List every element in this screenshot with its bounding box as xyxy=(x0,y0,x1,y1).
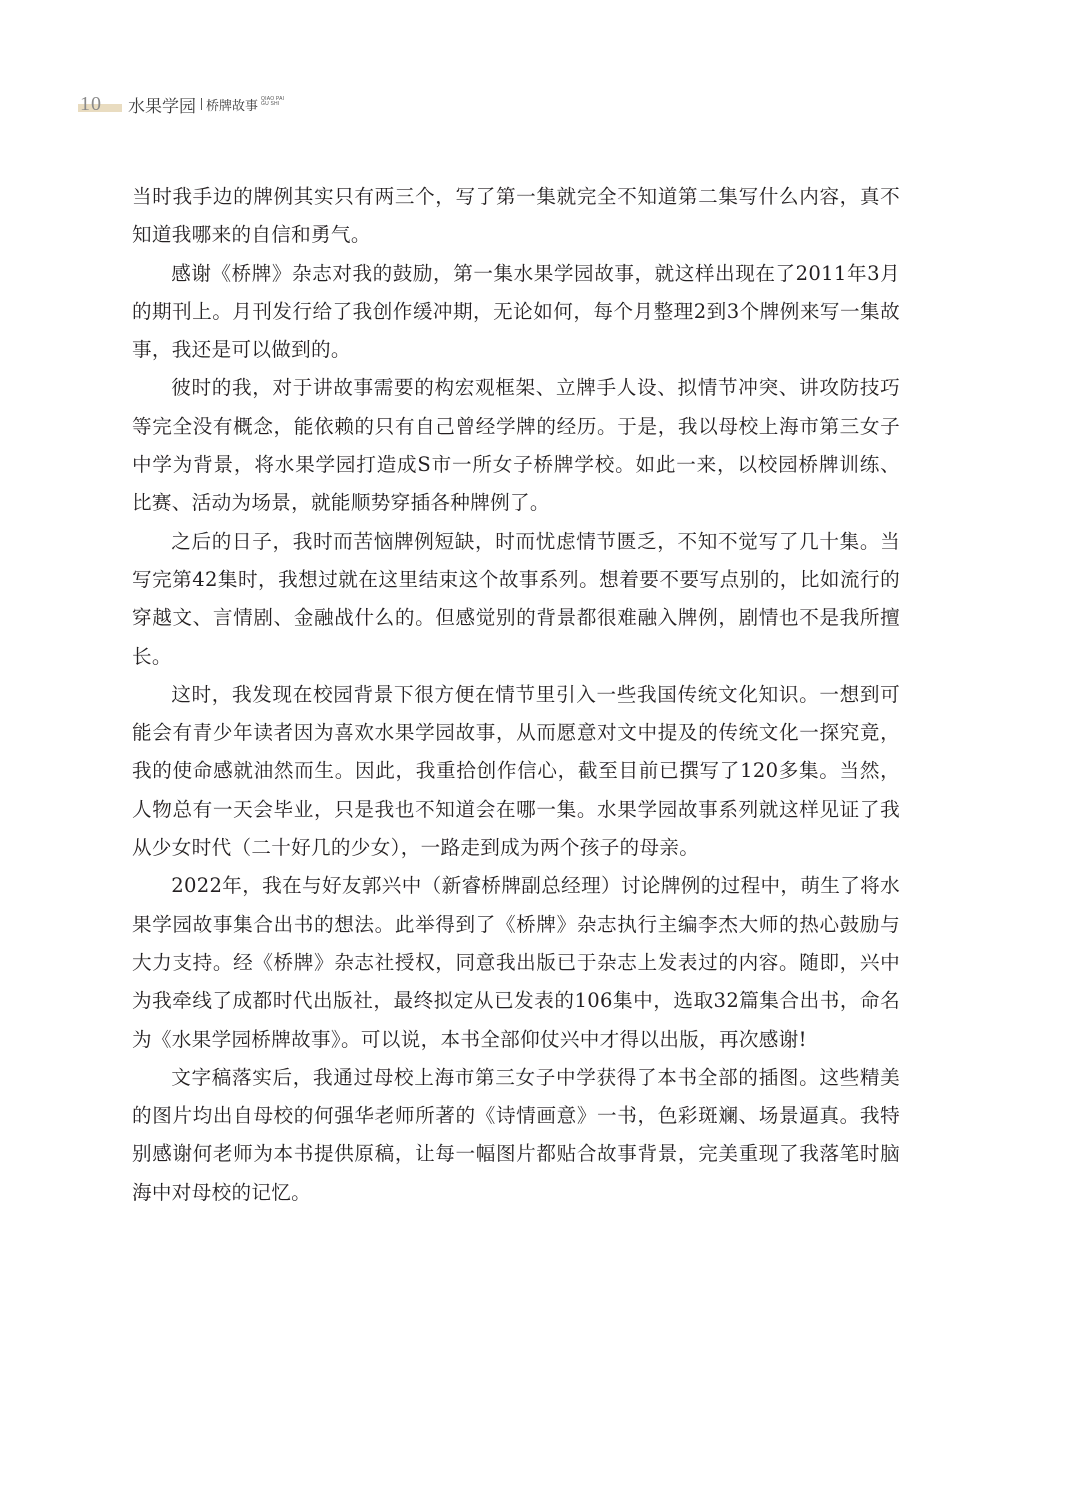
paragraph: 2022年，我在与好友郭兴中（新睿桥牌副总经理）讨论牌例的过程中，萌生了将水果学园故事集合出书的想法。此举得到了《桥牌》杂志执行主编李杰大师的热心鼓励与大力支持。经《桥牌》杂志社授权，同意我出版已于杂志上发表过的内容。随即，兴中为我牵线了成都时代出版社，最终拟定从已发表的106集中，选取32篇集合出书，命名为《水果学园桥牌故事》。可以说，本书全部仰仗兴中才得以出版，再次感谢! xyxy=(132,874,900,1051)
paragraph: 当时我手边的牌例其实只有两三个，写了第一集就完全不知道第二集写什么内容，真不知道我哪来的自信和勇气。 xyxy=(132,185,900,247)
section-subtitle: 桥牌故事 xyxy=(206,98,259,114)
paragraph: 这时，我发现在校园背景下很方便在情节里引入一些我国传统文化知识。一想到可能会有青少年读者因为喜欢水果学园故事，从而愿意对文中提及的传统文化一探究竟，我的使命感就油然而生。因此，我重拾创作信心，截至目前已撰写了120多集。当然，人物总有一天会毕业，只是我也不知道会在哪一集。水果学园故事系列就这样见证了我从少女时代（二十好几的少女），一路走到成为两个孩子的母亲。 xyxy=(132,682,900,860)
paragraph: 彼时的我，对于讲故事需要的构宏观框架、立牌手人设、拟情节冲突、讲攻防技巧等完全没有概念，能依赖的只有自己曾经学牌的经历。于是，我以母校上海市第三女子中学为背景，将水果学园打造成S市一所女子桥牌学校。如此一来，以校园桥牌训练、比赛、活动为场景，就能顺势穿插各种牌例了。 xyxy=(132,376,900,515)
paragraph: 之后的日子，我时而苦恼牌例短缺，时而忧虑情节匮乏，不知不觉写了几十集。当写完第42集时，我想过就在这里结束这个故事系列。想着要不要写点别的，比如流行的穿越文、言情剧、金融战什么的。但感觉别的背景都很难融入牌例，剧情也不是我所擅长。 xyxy=(132,529,900,668)
book-title: 水果学园 xyxy=(128,96,196,117)
page-number: 10 xyxy=(80,92,102,115)
header-divider xyxy=(201,98,202,110)
body-text xyxy=(132,178,900,1212)
logo-line-2: GU SHI xyxy=(261,101,280,107)
logo-line-1: QIAO PAI xyxy=(261,96,285,102)
paragraph: 感谢《桥牌》杂志对我的鼓励，第一集水果学园故事，就这样出现在了2011年3月的期刊上。月刊发行给了我创作缓冲期，无论如何，每个月整理2到3个牌例来写一集故事，我还是可以做到的。 xyxy=(132,261,900,362)
series-logo xyxy=(261,97,284,107)
running-header xyxy=(80,92,284,116)
paragraph: 文字稿落实后，我通过母校上海市第三女子中学获得了本书全部的插图。这些精美的图片均出自母校的何强华老师所著的《诗情画意》一书，色彩斑斓、场景逼真。我特别感谢何老师为本书提供原稿，让每一幅图片都贴合故事背景，完美重现了我落笔时脑海中对母校的记忆。 xyxy=(132,1065,900,1204)
